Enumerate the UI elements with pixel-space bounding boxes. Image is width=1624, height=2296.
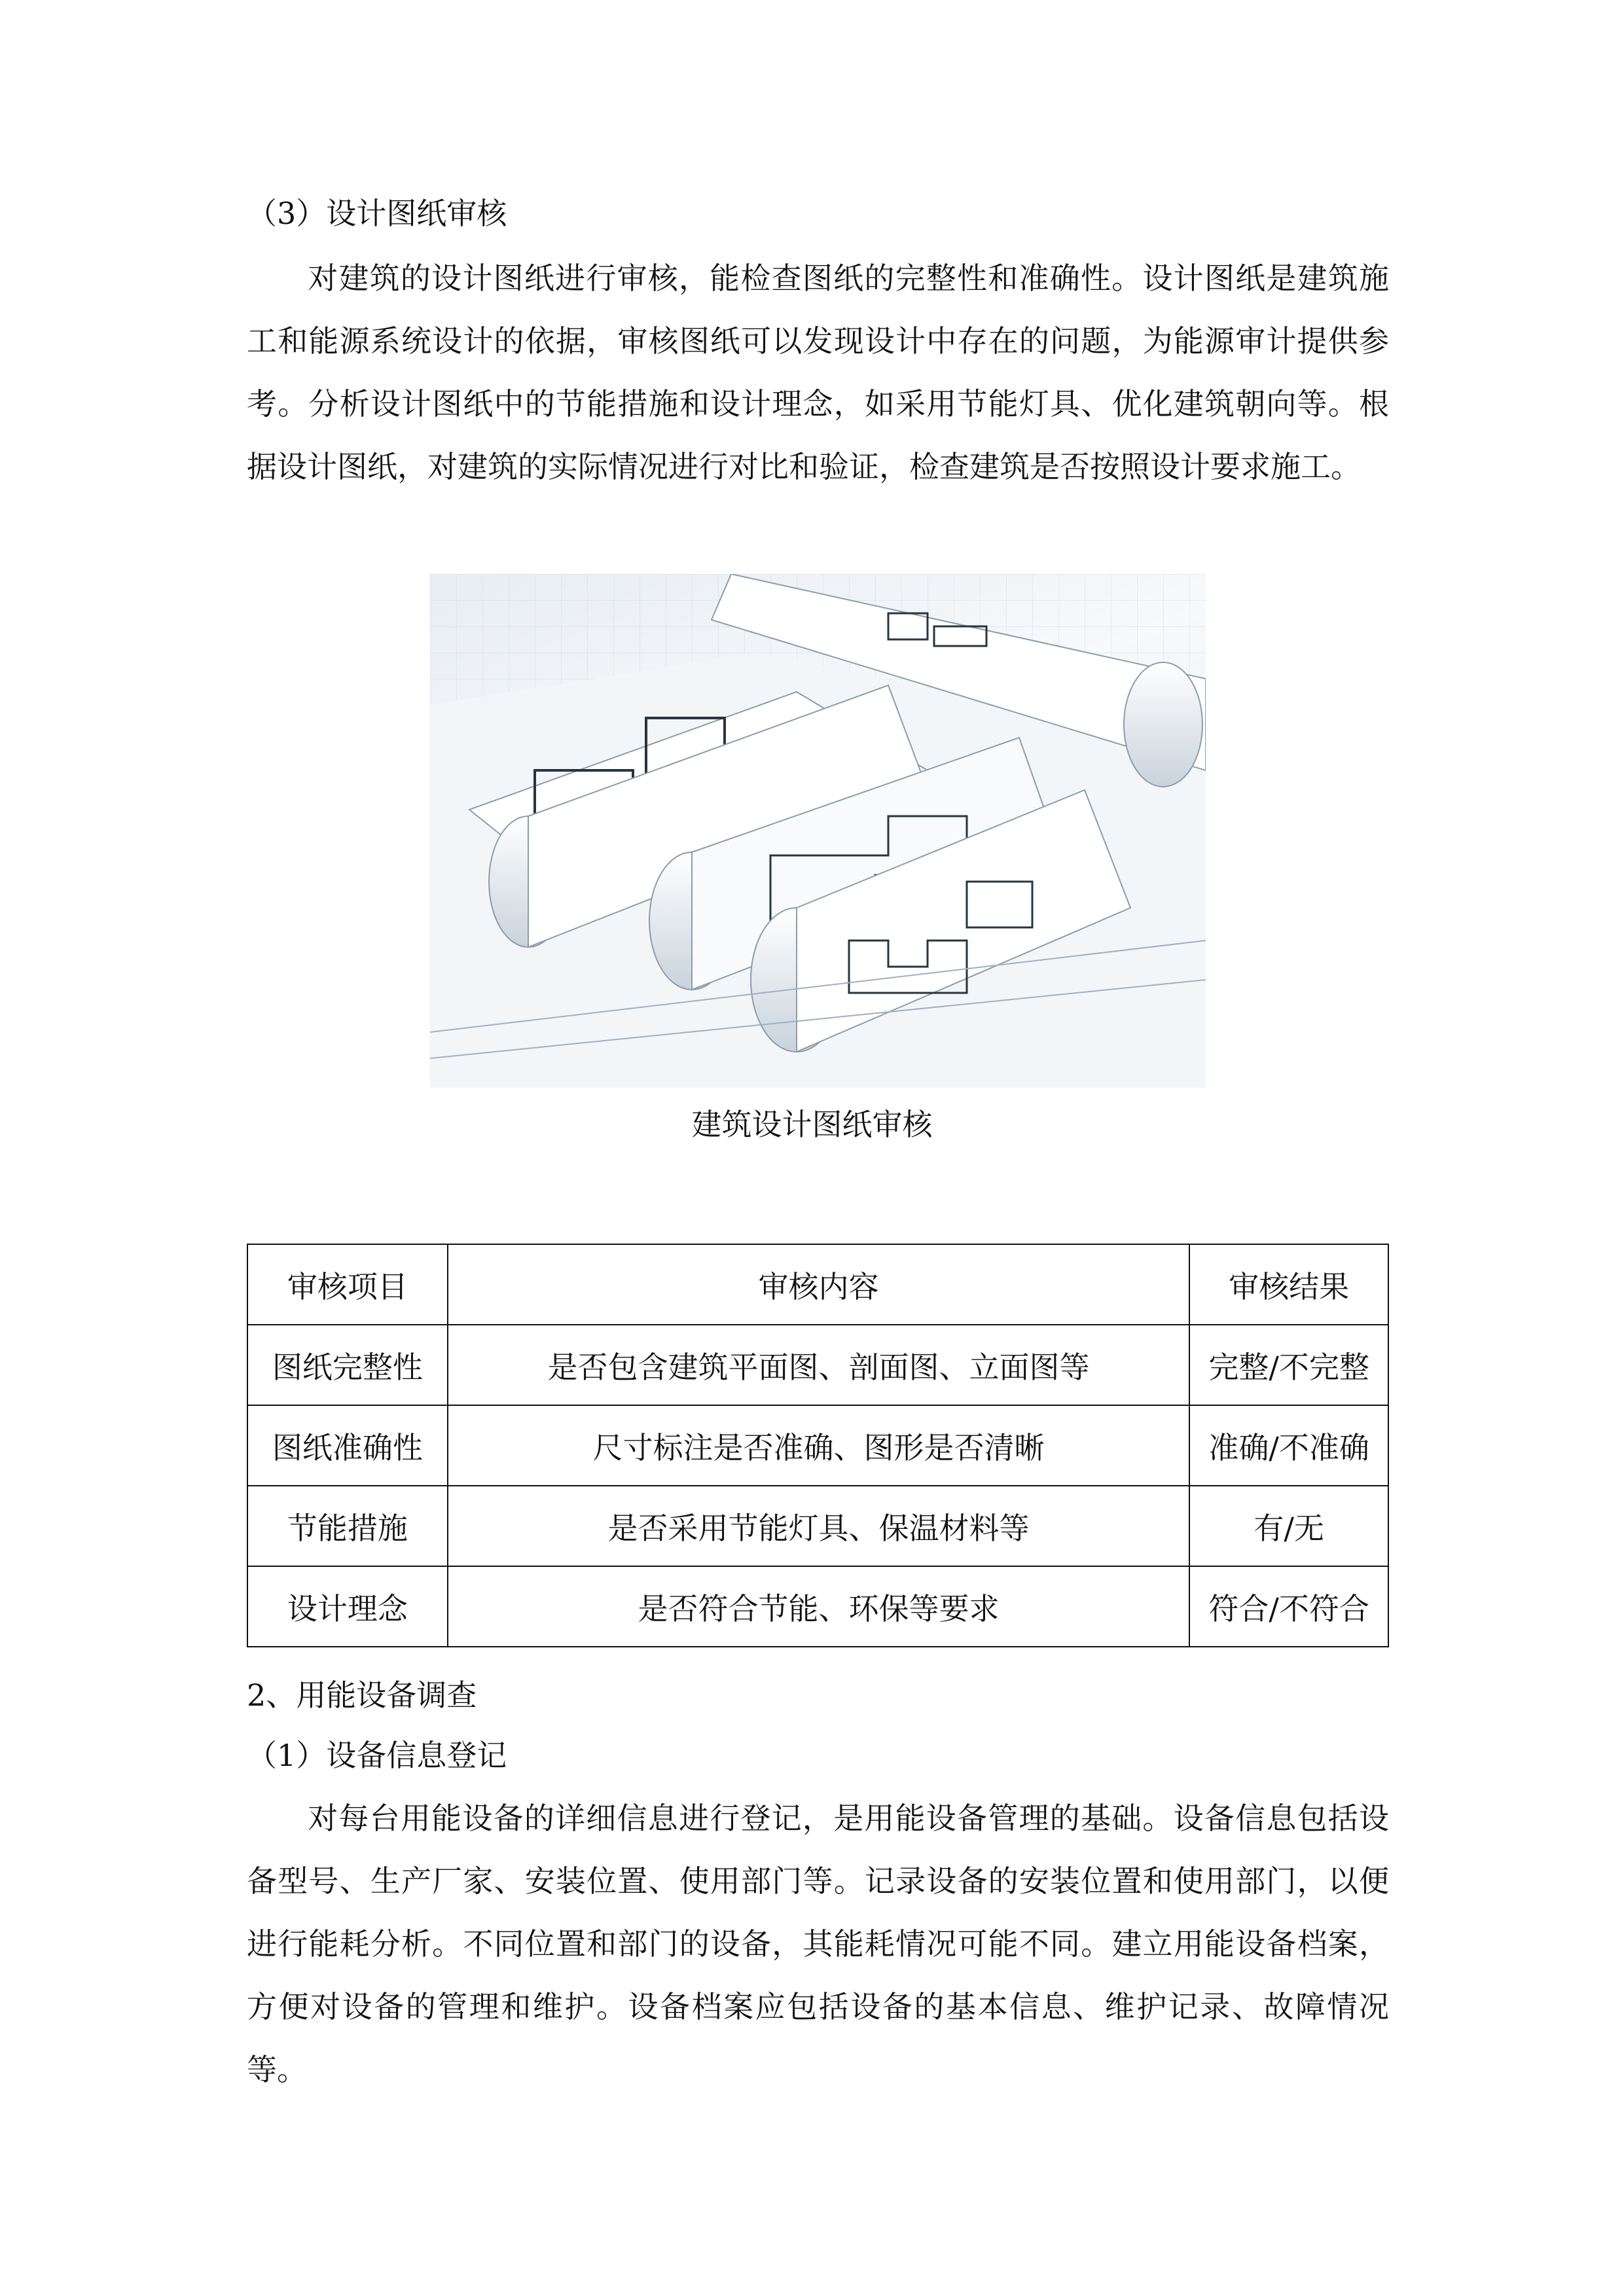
section-3-paragraph <box>247 247 1389 498</box>
table-cell: 节能措施 <box>247 1486 448 1566</box>
section-2-heading: 2、用能设备调查 <box>247 1677 477 1713</box>
table-row <box>247 1405 1388 1486</box>
table-row <box>247 1325 1388 1405</box>
table-cell: 有/无 <box>1189 1486 1388 1566</box>
table-cell: 是否包含建筑平面图、剖面图、立面图等 <box>448 1325 1190 1405</box>
table-cell: 是否符合节能、环保等要求 <box>448 1566 1190 1647</box>
table-cell: 尺寸标注是否准确、图形是否清晰 <box>448 1405 1190 1486</box>
blueprint-rolls-image <box>430 574 1206 1088</box>
table-cell: 图纸准确性 <box>247 1405 448 1486</box>
table-cell: 完整/不完整 <box>1189 1325 1388 1405</box>
table-header-cell: 审核结果 <box>1189 1244 1388 1325</box>
table-header-cell: 审核项目 <box>247 1244 448 1325</box>
subsection-1-paragraph-text: 对每台用能设备的详细信息进行登记，是用能设备管理的基础。设备信息包括设备型号、生产厂家、安装位置、使用部门等。记录设备的安装位置和使用部门，以便进行能耗分析。不同位置和部门的设备，其能耗情况可能不同。建立用能设备档案，方便对设备的管理和维护。设备档案应包括设备的基本信息、维护记录、故障情况等。 <box>247 1801 1389 2087</box>
review-table <box>247 1244 1389 1647</box>
table-cell: 是否采用节能灯具、保温材料等 <box>448 1486 1190 1566</box>
table-header-cell: 审核内容 <box>448 1244 1190 1325</box>
subsection-1-paragraph <box>247 1787 1389 2101</box>
figure-caption: 建筑设计图纸审核 <box>691 1107 933 1142</box>
table-row <box>247 1486 1388 1566</box>
section-3-heading: （3）设计图纸审核 <box>247 196 507 231</box>
table-row <box>247 1566 1388 1647</box>
blueprint-illustration <box>430 574 1206 1088</box>
table-cell: 准确/不准确 <box>1189 1405 1388 1486</box>
subsection-1-heading: （1）设备信息登记 <box>247 1738 507 1773</box>
table-cell: 设计理念 <box>247 1566 448 1647</box>
table-cell: 符合/不符合 <box>1189 1566 1388 1647</box>
table-header-row <box>247 1244 1388 1325</box>
section-3-paragraph-text: 对建筑的设计图纸进行审核，能检查图纸的完整性和准确性。设计图纸是建筑施工和能源系统设计的依据，审核图纸可以发现设计中存在的问题，为能源审计提供参考。分析设计图纸中的节能措施和设计理念，如采用节能灯具、优化建筑朝向等。根据设计图纸，对建筑的实际情况进行对比和验证，检查建筑是否按照设计要求施工。 <box>247 260 1389 484</box>
table-cell: 图纸完整性 <box>247 1325 448 1405</box>
